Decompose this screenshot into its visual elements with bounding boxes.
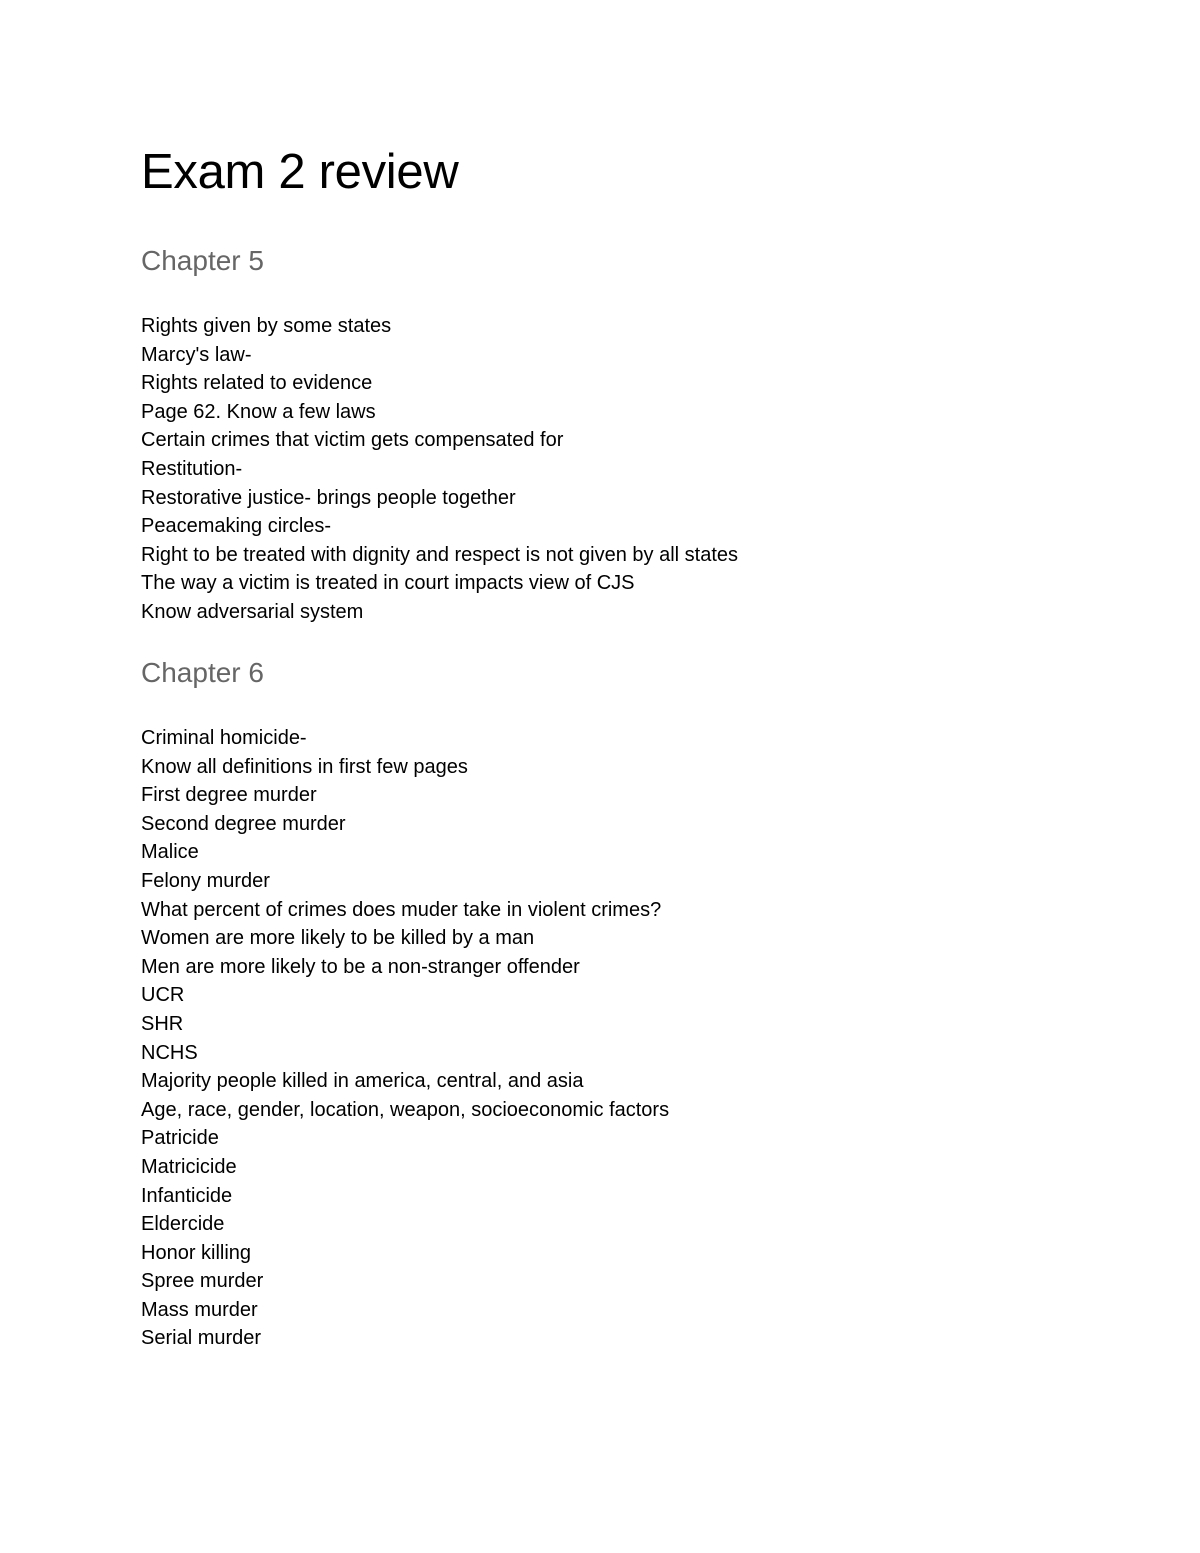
note-line: What percent of crimes does muder take in violent crimes?	[141, 898, 662, 921]
note-line: Page 62. Know a few laws	[141, 400, 376, 423]
note-line: UCR	[141, 984, 185, 1007]
note-line: SHR	[141, 1012, 184, 1035]
note-line: Felony murder	[141, 869, 270, 892]
chapter-6-heading: Chapter 6	[141, 657, 264, 688]
chapter-5-notes	[141, 312, 738, 627]
note-line: NCHS	[141, 1041, 198, 1064]
note-line: Spree murder	[141, 1270, 264, 1293]
note-line: Honor killing	[141, 1241, 252, 1264]
note-line: Matricicide	[141, 1155, 237, 1178]
note-line: Know all definitions in first few pages	[141, 755, 468, 778]
document-title: Exam 2 review	[141, 145, 459, 199]
note-line: Mass murder	[141, 1298, 258, 1321]
note-line: Certain crimes that victim gets compensated for	[141, 429, 564, 452]
note-line: Men are more likely to be a non-stranger offender	[141, 955, 580, 978]
note-line: Rights related to evidence	[141, 372, 373, 395]
note-line: Eldercide	[141, 1213, 225, 1236]
note-line: Marcy's law-	[141, 343, 252, 366]
note-line: Age, race, gender, location, weapon, socioeconomic factors	[141, 1098, 670, 1121]
note-line: Infanticide	[141, 1184, 233, 1207]
note-line: First degree murder	[141, 784, 317, 807]
note-line: Criminal homicide-	[141, 727, 307, 749]
note-line: Restorative justice- brings people together	[141, 486, 516, 509]
note-line: Restitution-	[141, 457, 243, 480]
note-line: Patricide	[141, 1127, 219, 1150]
note-line: Rights given by some states	[141, 315, 392, 337]
note-line: Peacemaking circles-	[141, 515, 332, 538]
chapter-5-heading: Chapter 5	[141, 245, 264, 276]
note-line: Malice	[141, 841, 199, 864]
chapter-6-notes	[141, 724, 669, 1353]
note-line: Women are more likely to be killed by a man	[141, 927, 535, 950]
note-line: Majority people killed in america, central, and asia	[141, 1070, 584, 1093]
note-line: The way a victim is treated in court impacts view of CJS	[141, 572, 635, 595]
note-line: Second degree murder	[141, 812, 346, 835]
note-line: Serial murder	[141, 1327, 262, 1350]
note-line: Know adversarial system	[141, 600, 364, 623]
note-line: Right to be treated with dignity and respect is not given by all states	[141, 543, 739, 566]
